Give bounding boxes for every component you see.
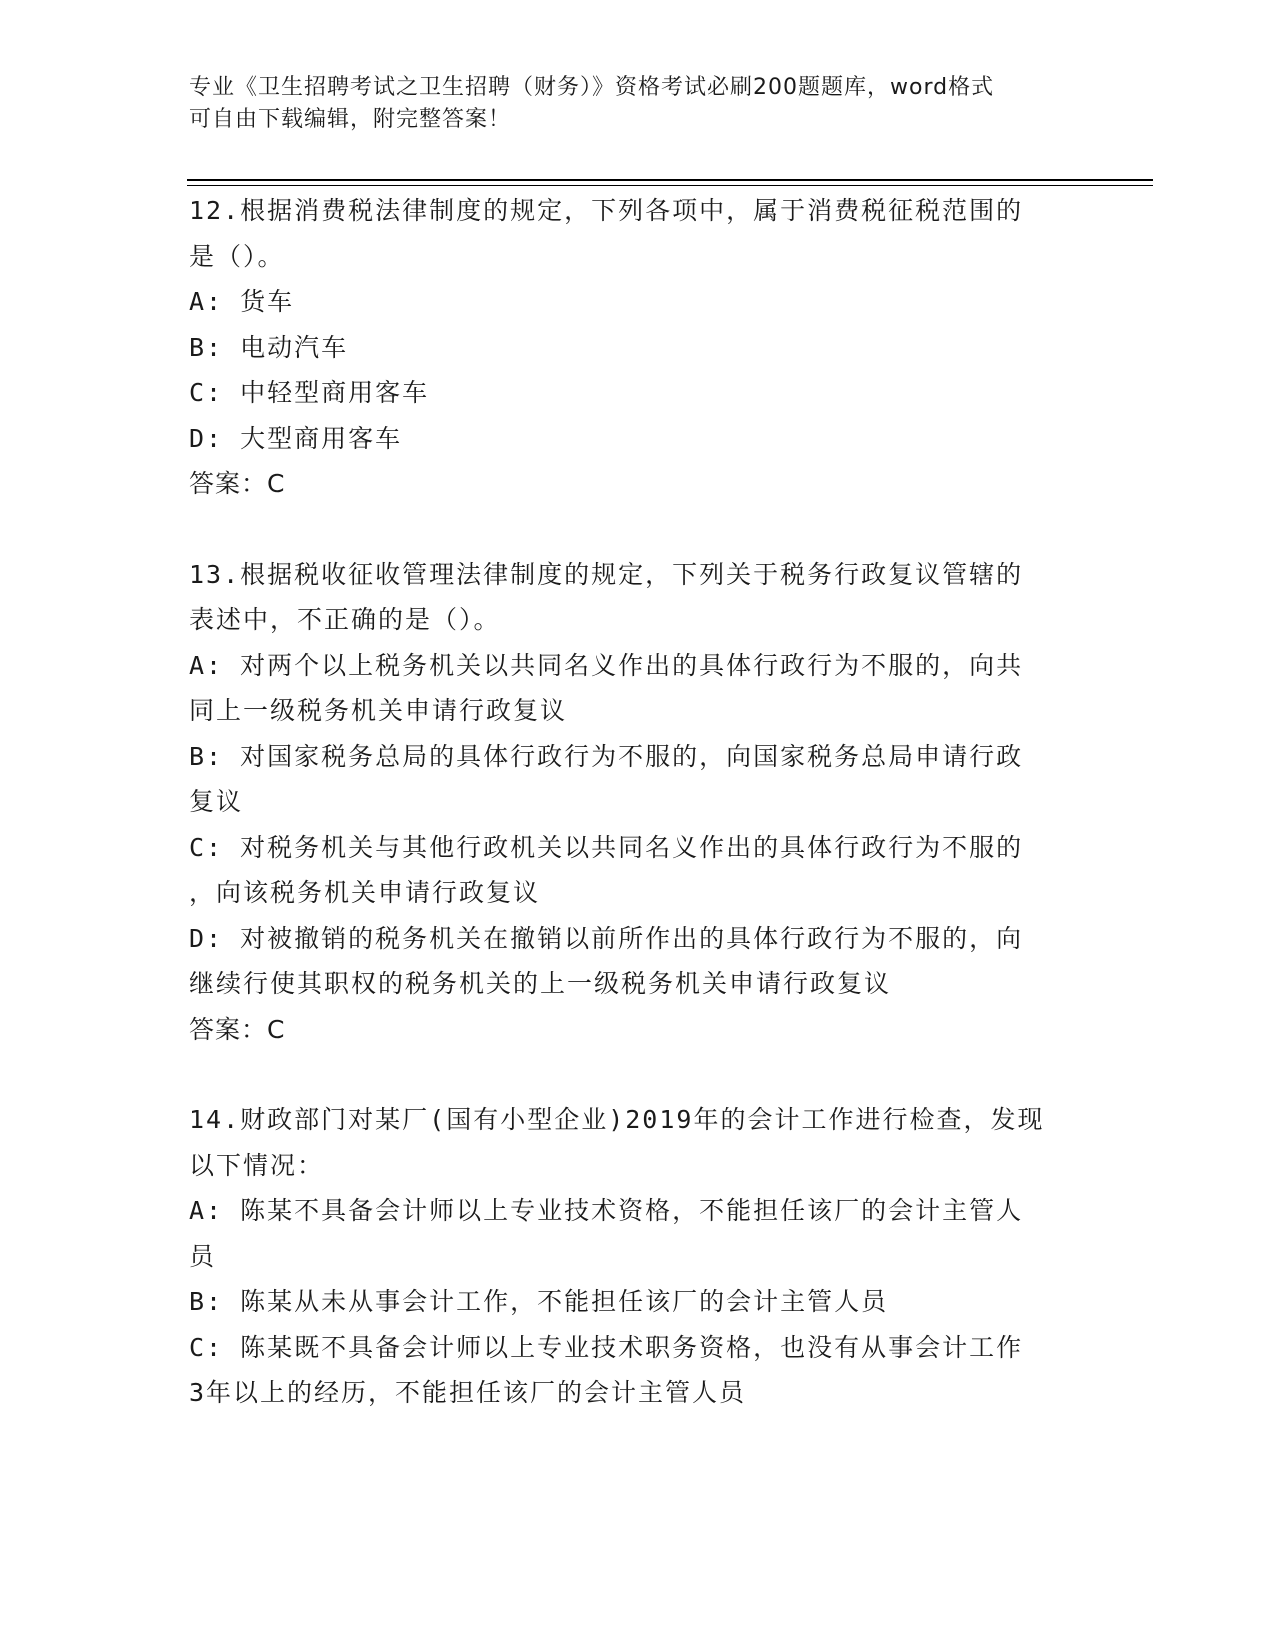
question-13 xyxy=(189,552,1089,1053)
option-b: B: 电动汽车 xyxy=(189,332,349,362)
option-a-continued: 员 xyxy=(189,1241,217,1271)
option-a: A: 对两个以上税务机关以共同名义作出的具体行政行为不服的，向共 xyxy=(189,650,1024,680)
answer: 答案：C xyxy=(189,1014,286,1044)
header-line: 专业《卫生招聘考试之卫生招聘（财务）》资格考试必刷200题题库，word格式 xyxy=(189,75,995,100)
option-b: B: 陈某从未从事会计工作，不能担任该厂的会计主管人员 xyxy=(189,1287,889,1316)
document-header xyxy=(189,72,1089,136)
question-12 xyxy=(189,188,1089,507)
question-stem: 表述中，不正确的是（）。 xyxy=(189,605,501,634)
option-a: A: 陈某不具备会计师以上专业技术资格，不能担任该厂的会计主管人 xyxy=(189,1196,1024,1225)
question-stem: 是（）。 xyxy=(189,241,285,271)
question-stem: 13.根据税收征收管理法律制度的规定，下列关于税务行政复议管辖的 xyxy=(189,559,1024,589)
option-d: D: 对被撤销的税务机关在撤销以前所作出的具体行政行为不服的，向 xyxy=(189,923,1024,953)
question-14 xyxy=(189,1097,1089,1416)
option-a-continued: 同上一级税务机关申请行政复议 xyxy=(189,696,568,725)
header-divider-thin xyxy=(187,185,1153,186)
question-stem: 14.财政部门对某厂(国有小型企业)2019年的会计工作进行检查，发现 xyxy=(189,1105,1045,1134)
option-a: A: 货车 xyxy=(189,287,295,316)
option-c-continued: ，向该税务机关申请行政复议 xyxy=(189,878,541,907)
option-c: C: 对税务机关与其他行政机关以共同名义作出的具体行政行为不服的 xyxy=(189,832,1024,862)
option-c-continued: 3年以上的经历，不能担任该厂的会计主管人员 xyxy=(189,1378,747,1407)
option-b: B: 对国家税务总局的具体行政行为不服的，向国家税务总局申请行政 xyxy=(189,741,1024,771)
option-b-continued: 复议 xyxy=(189,787,244,816)
option-d-continued: 继续行使其职权的税务机关的上一级税务机关申请行政复议 xyxy=(189,969,892,998)
header-divider xyxy=(187,179,1153,181)
option-c: C: 陈某既不具备会计师以上专业技术职务资格，也没有从事会计工作 xyxy=(189,1332,1024,1362)
header-line: 可自由下载编辑，附完整答案！ xyxy=(189,107,512,132)
answer: 答案：C xyxy=(189,469,286,498)
option-d: D: 大型商用客车 xyxy=(189,423,403,453)
question-stem: 以下情况： xyxy=(189,1150,325,1180)
question-list xyxy=(189,188,1089,1416)
option-c: C: 中轻型商用客车 xyxy=(189,378,430,407)
question-stem: 12.根据消费税法律制度的规定，下列各项中，属于消费税征税范围的 xyxy=(189,196,1024,225)
